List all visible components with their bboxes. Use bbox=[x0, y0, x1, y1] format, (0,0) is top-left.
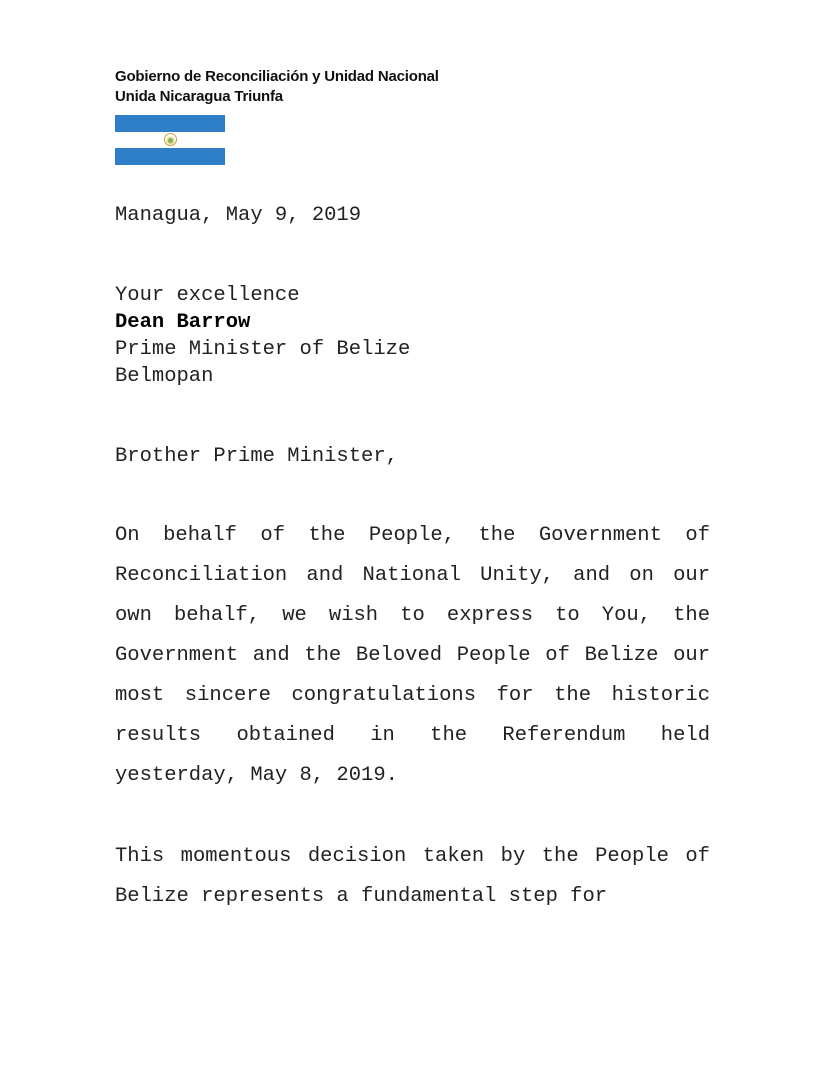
letterhead bbox=[115, 67, 439, 107]
addressee-name: Dean Barrow bbox=[115, 311, 251, 334]
body-paragraph: This momentous decision taken by the People of Belize represents a fundamental step for bbox=[115, 845, 710, 908]
nicaragua-flag-icon bbox=[115, 115, 225, 165]
letterhead-slogan: Unida Nicaragua Triunfa bbox=[115, 88, 283, 105]
body-paragraph: On behalf of the People, the Government of Reconciliation and National Unity, and on our own behalf, we wish to express to You, the Government and the Beloved People of Belize our most sincere congratulations for the historic results obtained in the Referendum held yesterday, May 8, 2019. bbox=[115, 524, 710, 787]
addressee-block bbox=[115, 282, 710, 390]
coat-of-arms-icon bbox=[164, 133, 177, 146]
addressee-city: Belmopan bbox=[115, 365, 214, 388]
letterhead-government-name: Gobierno de Reconciliación y Unidad Nacional bbox=[115, 68, 439, 85]
addressee-title: Prime Minister of Belize bbox=[115, 338, 411, 361]
salutation: Brother Prime Minister, bbox=[115, 445, 398, 468]
addressee-greeting: Your excellence bbox=[115, 284, 300, 307]
flag-bottom-band bbox=[115, 148, 225, 165]
flag-top-band bbox=[115, 115, 225, 132]
letter-date: Managua, May 9, 2019 bbox=[115, 204, 362, 227]
